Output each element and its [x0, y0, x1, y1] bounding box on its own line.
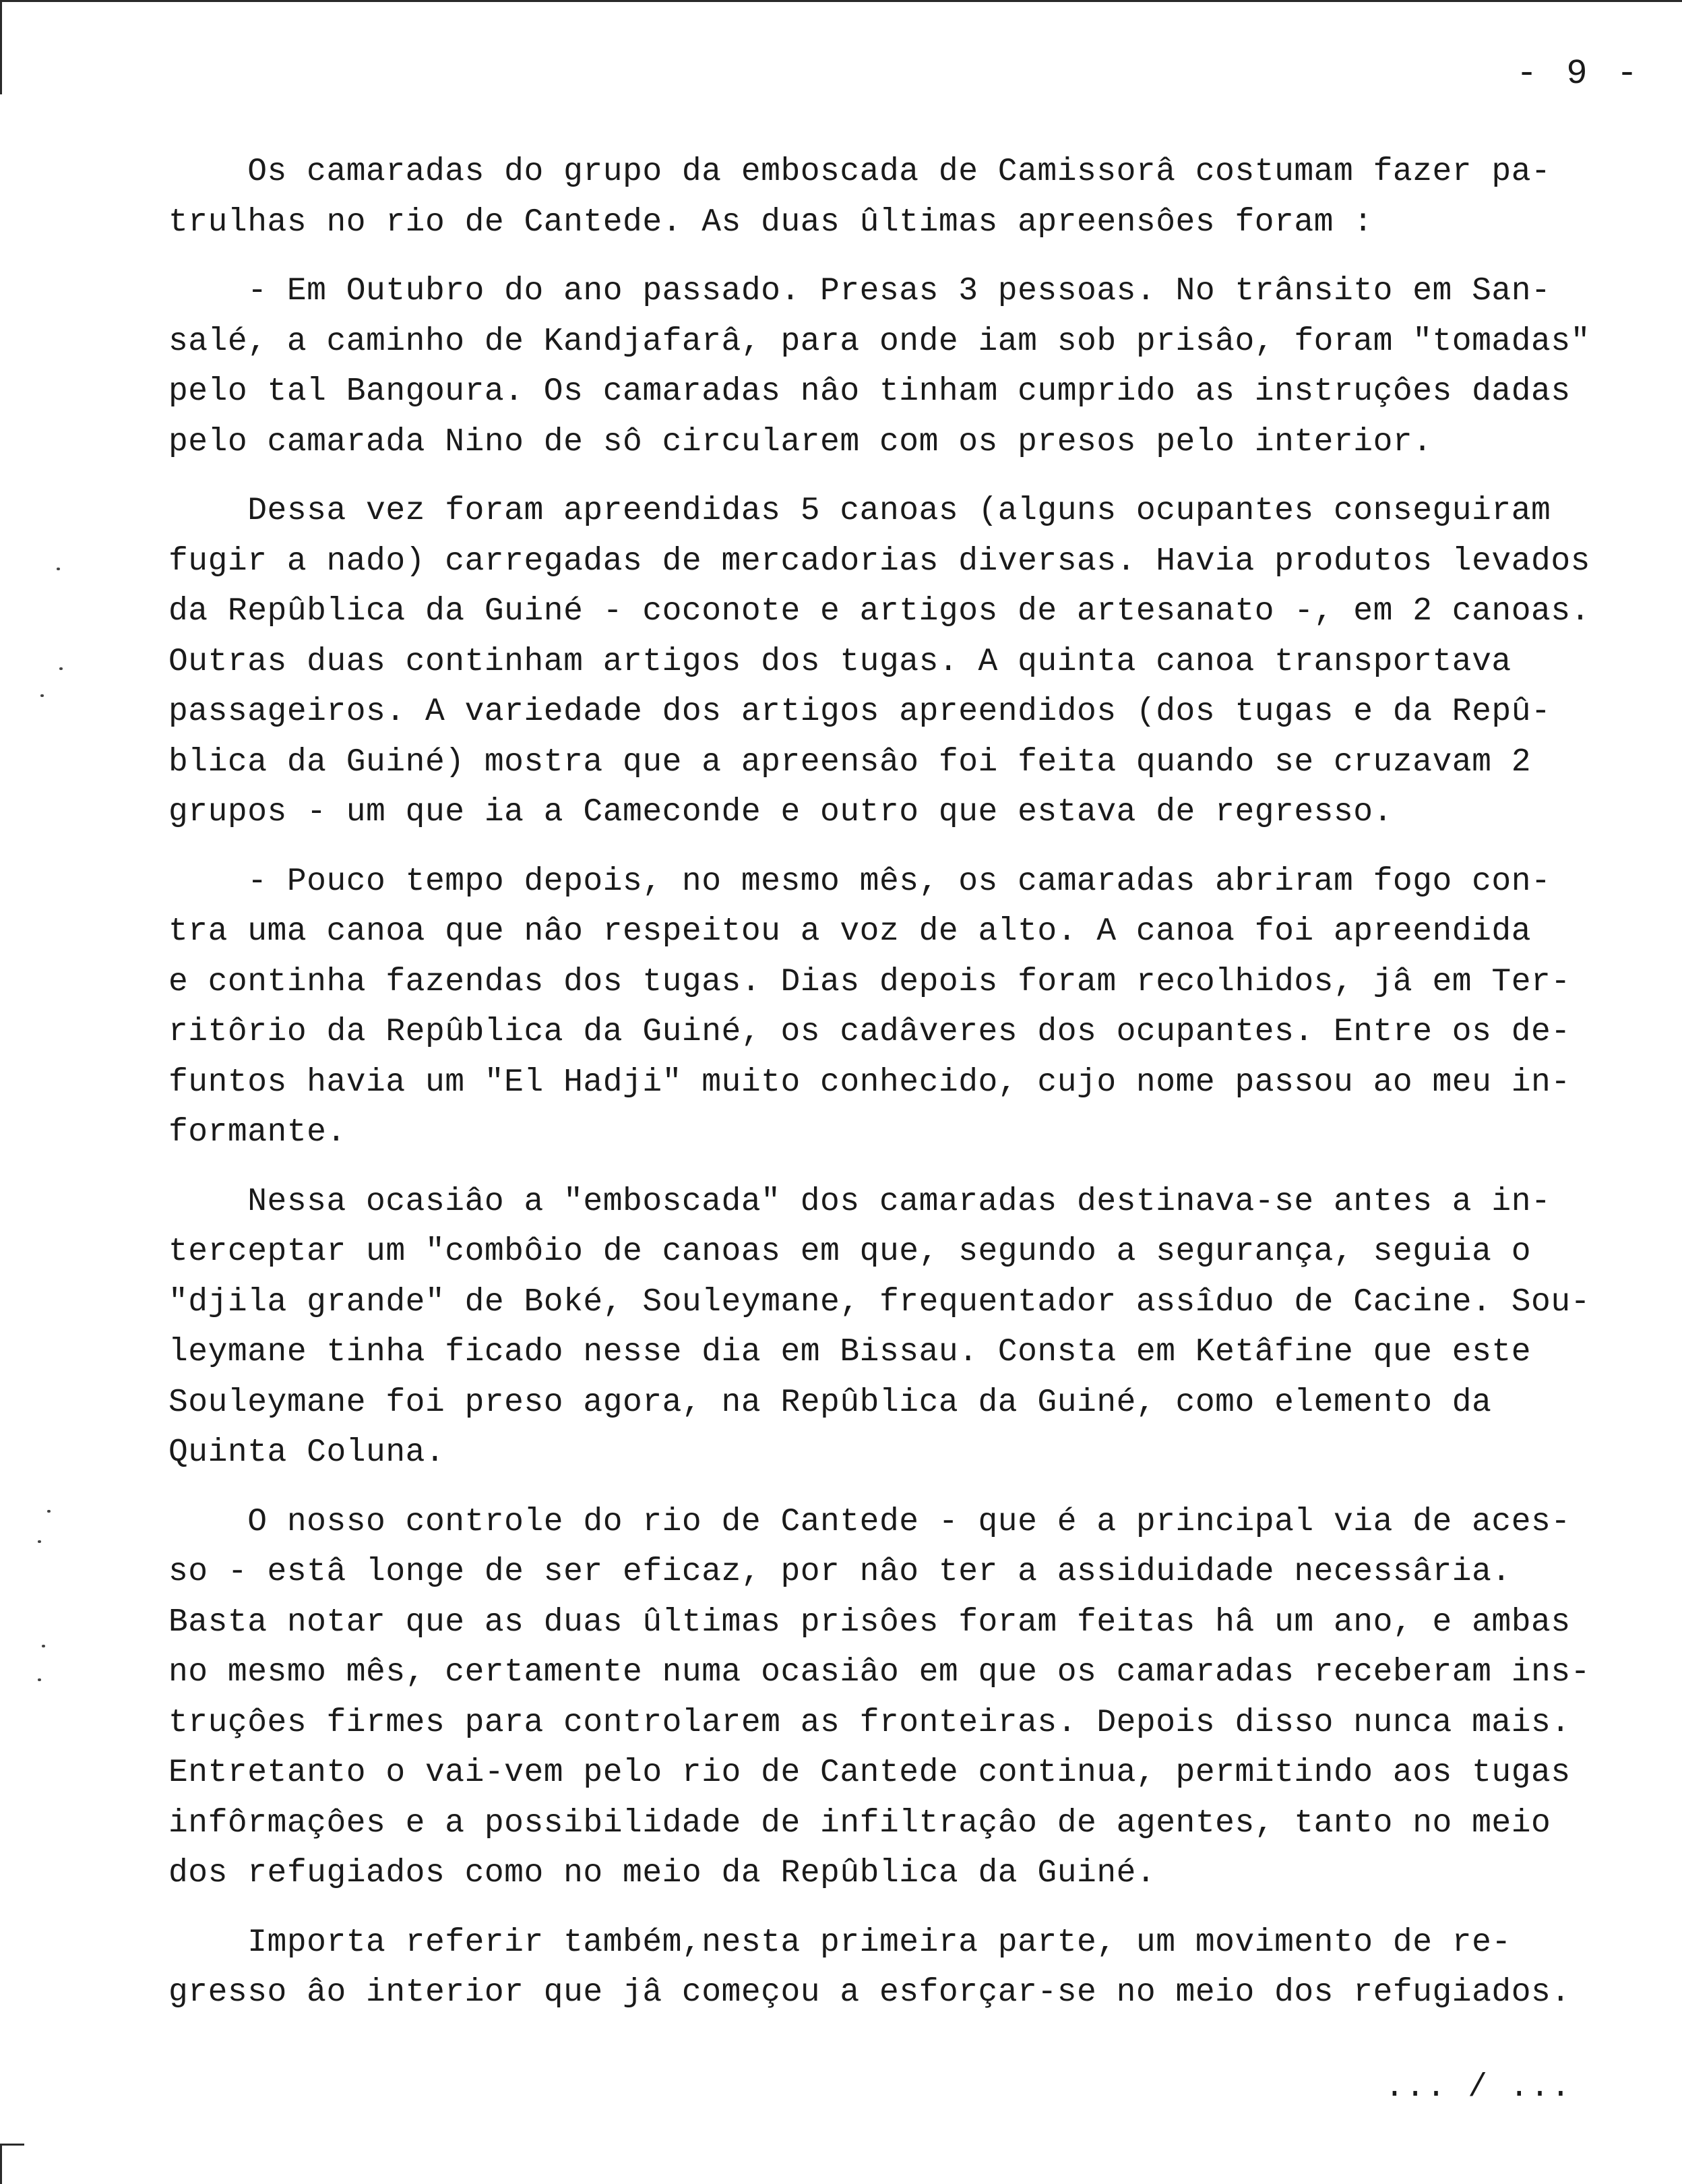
text-line: passageiros. A variedade dos artigos apreendidos (dos tugas e da Repû- — [168, 694, 1551, 730]
text-line: trulhas no rio de Cantede. As duas ûltimas apreensôes foram : — [168, 204, 1373, 241]
scan-speck — [40, 694, 44, 697]
scan-edge-left-bottom — [0, 2144, 2, 2184]
text-line: - Pouco tempo depois, no mesmo mês, os camaradas abriram fogo con- — [168, 863, 1551, 900]
text-line: e continha fazendas dos tugas. Dias depois foram recolhidos, jâ em Ter- — [168, 963, 1571, 1000]
text-line: gresso âo interior que jâ começou a esforçar-se no meio dos refugiados. — [168, 1974, 1571, 2011]
text-line: Importa referir também,nesta primeira parte, um movimento de re- — [168, 1924, 1512, 1961]
text-line: Nessa ocasiâo a "emboscada" dos camaradas destinava-se antes a in- — [168, 1183, 1551, 1220]
text-line: Outras duas continham artigos dos tugas. A quinta canoa transportava — [168, 643, 1512, 680]
text-line: tra uma canoa que nâo respeitou a voz de alto. A canoa foi apreendida — [168, 913, 1532, 950]
text-line: - Em Outubro do ano passado. Presas 3 pessoas. No trânsito em San- — [168, 273, 1551, 309]
scan-speck — [57, 568, 60, 570]
text-line: salé, a caminho de Kandjafarâ, para onde iam sob prisâo, foram "tomadas" — [168, 323, 1590, 360]
scan-edge-top — [0, 0, 1682, 2]
text-line: da Repûblica da Guiné - coconote e artigos de artesanato -, em 2 canoas. — [168, 593, 1590, 630]
text-line: Souleymane foi preso agora, na Repûblica da Guiné, como elemento da — [168, 1384, 1492, 1421]
text-line: Os camaradas do grupo da emboscada de Camissorâ costumam fazer pa- — [168, 154, 1551, 190]
text-line: funtos havia um "El Hadji" muito conhecido, cujo nome passou ao meu in- — [168, 1064, 1571, 1101]
text-line: no mesmo mês, certamente numa ocasiâo em que os camaradas receberam ins- — [168, 1654, 1590, 1691]
body-text — [168, 147, 1661, 2037]
paragraph — [168, 1918, 1661, 2018]
text-line: Basta notar que as duas ûltimas prisôes foram feitas hâ um ano, e ambas — [168, 1604, 1571, 1641]
scan-speck — [38, 1540, 41, 1543]
text-line: ritôrio da Repûblica da Guiné, os cadâveres dos ocupantes. Entre os de- — [168, 1014, 1571, 1050]
text-line: terceptar um "combôio de canoas em que, segundo a segurança, seguia o — [168, 1234, 1532, 1270]
text-line: pelo camarada Nino de sô circularem com os presos pelo interior. — [168, 423, 1433, 460]
paragraph — [168, 1497, 1661, 1899]
scan-speck — [47, 1510, 51, 1513]
text-line: O nosso controle do rio de Cantede - que é a principal via de aces- — [168, 1503, 1571, 1540]
text-line: "djila grande" de Boké, Souleymane, frequentador assîduo de Cacine. Sou- — [168, 1283, 1590, 1321]
text-line: infôrmaçôes e a possibilidade de infiltraçâo de agentes, tanto no meio — [168, 1804, 1551, 1842]
paragraph — [168, 857, 1661, 1158]
text-line: truçôes firmes para controlarem as fronteiras. Depois disso nunca mais. — [168, 1704, 1571, 1741]
text-line: grupos - um que ia a Cameconde e outro que estava de regresso. — [168, 794, 1393, 830]
paragraph — [168, 266, 1661, 467]
paragraph — [168, 486, 1661, 838]
text-line: blica da Guiné) mostra que a apreensâo foi feita quando se cruzavam 2 — [168, 744, 1532, 781]
scan-edge-left — [0, 0, 2, 94]
page-number: - 9 - — [1516, 54, 1642, 94]
text-line: leymane tinha ficado nesse dia em Bissau. Consta em Ketâfine que este — [168, 1334, 1532, 1370]
scan-speck — [38, 1678, 41, 1681]
continuation-mark: ... / ... — [1385, 2069, 1572, 2106]
scan-speck — [59, 667, 63, 670]
text-line: Dessa vez foram apreendidas 5 canoas (alguns ocupantes conseguiram — [168, 493, 1551, 529]
scan-edge-bottom-tick — [0, 2144, 24, 2146]
paragraph — [168, 1177, 1661, 1478]
text-line: Quinta Coluna. — [168, 1434, 445, 1471]
text-line: fugir a nado) carregadas de mercadorias diversas. Havia produtos levados — [168, 543, 1590, 580]
scan-speck — [42, 1645, 45, 1647]
text-line: formante. — [168, 1114, 346, 1151]
text-line: dos refugiados como no meio da Repûblica da Guiné. — [168, 1855, 1156, 1891]
text-line: pelo tal Bangoura. Os camaradas nâo tinham cumprido as instruçôes dadas — [168, 373, 1571, 410]
text-line: Entretanto o vai-vem pelo rio de Cantede continua, permitindo aos tugas — [168, 1755, 1571, 1791]
text-line: so - estâ longe de ser eficaz, por nâo ter a assiduidade necessâria. — [168, 1554, 1512, 1590]
paragraph — [168, 147, 1661, 247]
